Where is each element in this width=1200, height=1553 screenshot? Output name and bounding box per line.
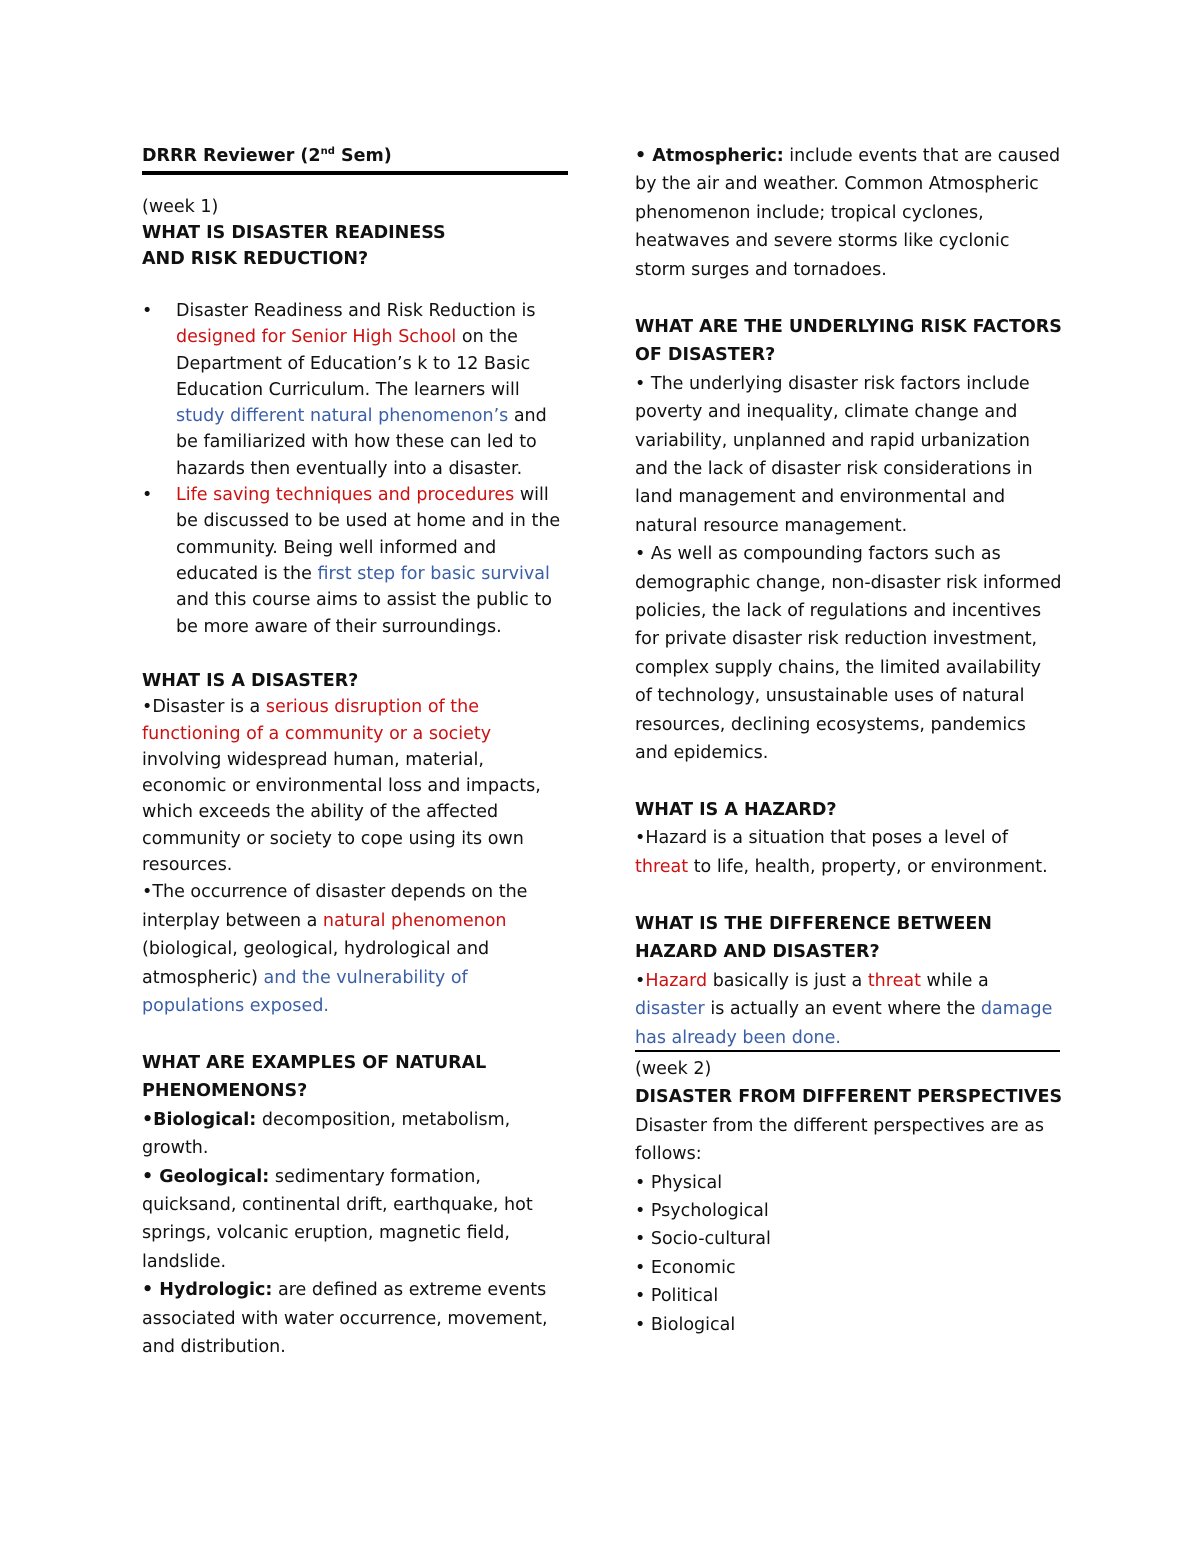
bullet-icon: • bbox=[142, 485, 153, 506]
list-item: • Disaster Readiness and Risk Reduction is designed for Senior High School on the Department of Education’s k to 12 Basic Education Curriculum. The learners will study different natural phenomenon’s and be familiarized with how these can led to hazards then eventually into a disaster. bbox=[142, 298, 570, 482]
paragraph: • Geological: sedimentary formation, quicksand, continental drift, earthquake, hot springs, volcanic eruption, magnetic field, landslide. bbox=[142, 1166, 533, 1272]
section-heading: WHAT IS A HAZARD? bbox=[635, 800, 837, 820]
paragraph: •Disaster is a serious disruption of the functioning of a community or a society involving widespread human, material, economic or environmental loss and impacts, which exceeds the ability of the affected community or society to cope using its own resources. bbox=[142, 697, 541, 876]
paragraph: • Hydrologic: are defined as extreme events associated with water occurrence, movement, and distribution. bbox=[142, 1280, 548, 1358]
list-item: • Biological bbox=[635, 1314, 736, 1335]
list-item: • Political bbox=[635, 1286, 719, 1307]
bullet-icon: • bbox=[142, 301, 153, 321]
list-item: • Socio-cultural bbox=[635, 1229, 771, 1250]
section-heading: WHAT IS A DISASTER? bbox=[142, 671, 359, 691]
title-text-end: Sem) bbox=[334, 146, 392, 166]
disaster-section bbox=[142, 668, 542, 1020]
title-text: DRRR Reviewer (2 bbox=[142, 146, 321, 166]
week2-block bbox=[635, 1055, 1063, 1339]
paragraph: • The underlying disaster risk factors include poverty and inequality, climate change and variability, unplanned and rapid urbanization and the lack of disaster risk considerations in land management and environmental and natural resource management. bbox=[635, 373, 1033, 536]
paragraph: •Hazard is a situation that poses a level of threat to life, health, property, or environment. bbox=[635, 828, 1048, 877]
list-item: • Life saving techniques and procedures will be discussed to be used at home and in the community. Being well informed and educated is the first step for basic survival and this course aims to assist the public to be more aware of their surroundings. bbox=[142, 482, 570, 640]
week-label: (week 1) bbox=[142, 197, 219, 217]
list-item: • Physical bbox=[635, 1172, 723, 1193]
paragraph: • As well as compounding factors such as demographic change, non-disaster risk informed policies, the lack of regulations and incentives for private disaster risk reduction investment, complex supply chains, the limited availability of technology, unsustainable uses of natural resources, declining ecosystems, pandemics and epidemics. bbox=[635, 544, 1062, 764]
drrr-bullet-list bbox=[142, 298, 570, 640]
section-heading: AND RISK REDUCTION? bbox=[142, 249, 369, 269]
section-divider bbox=[635, 1050, 1060, 1052]
paragraph: • Atmospheric: include events that are caused by the air and weather. Common Atmospheric phenomenon include; tropical cyclones, heatwaves and severe storms like cyclonic storm surges and tornadoes. bbox=[635, 146, 1061, 280]
section-heading: DISASTER FROM DIFFERENT PERSPECTIVES bbox=[635, 1087, 1063, 1108]
paragraph: •The occurrence of disaster depends on the interplay between a natural phenomenon (biological, geological, hydrological and atmospheric) and the vulnerability of populations exposed. bbox=[142, 882, 528, 1016]
document-title bbox=[142, 142, 568, 170]
section-heading: WHAT IS DISASTER READINESS bbox=[142, 223, 446, 243]
difference-section bbox=[635, 910, 1063, 1052]
paragraph: •Biological: decomposition, metabolism, growth. bbox=[142, 1109, 511, 1159]
week1-block bbox=[142, 194, 570, 272]
list-item: • Economic bbox=[635, 1257, 736, 1278]
list-item: • Psychological bbox=[635, 1201, 769, 1222]
section-heading: WHAT ARE EXAMPLES OF NATURAL PHENOMENONS? bbox=[142, 1053, 487, 1102]
risk-factors-section bbox=[635, 313, 1063, 768]
week-label: (week 2) bbox=[635, 1059, 712, 1079]
title-underline bbox=[142, 171, 568, 175]
examples-section bbox=[142, 1049, 552, 1361]
atmospheric-block bbox=[635, 142, 1063, 284]
paragraph: Disaster from the different perspectives are as follows: bbox=[635, 1115, 1045, 1165]
section-heading: WHAT ARE THE UNDERLYING RISK FACTORS OF DISASTER? bbox=[635, 317, 1062, 366]
title-superscript: nd bbox=[320, 146, 335, 158]
hazard-section bbox=[635, 796, 1063, 881]
paragraph: •Hazard basically is just a threat while a disaster is actually an event where the damage has already been done. bbox=[635, 970, 1053, 1048]
section-heading: WHAT IS THE DIFFERENCE BETWEEN HAZARD AND DISASTER? bbox=[635, 914, 992, 963]
